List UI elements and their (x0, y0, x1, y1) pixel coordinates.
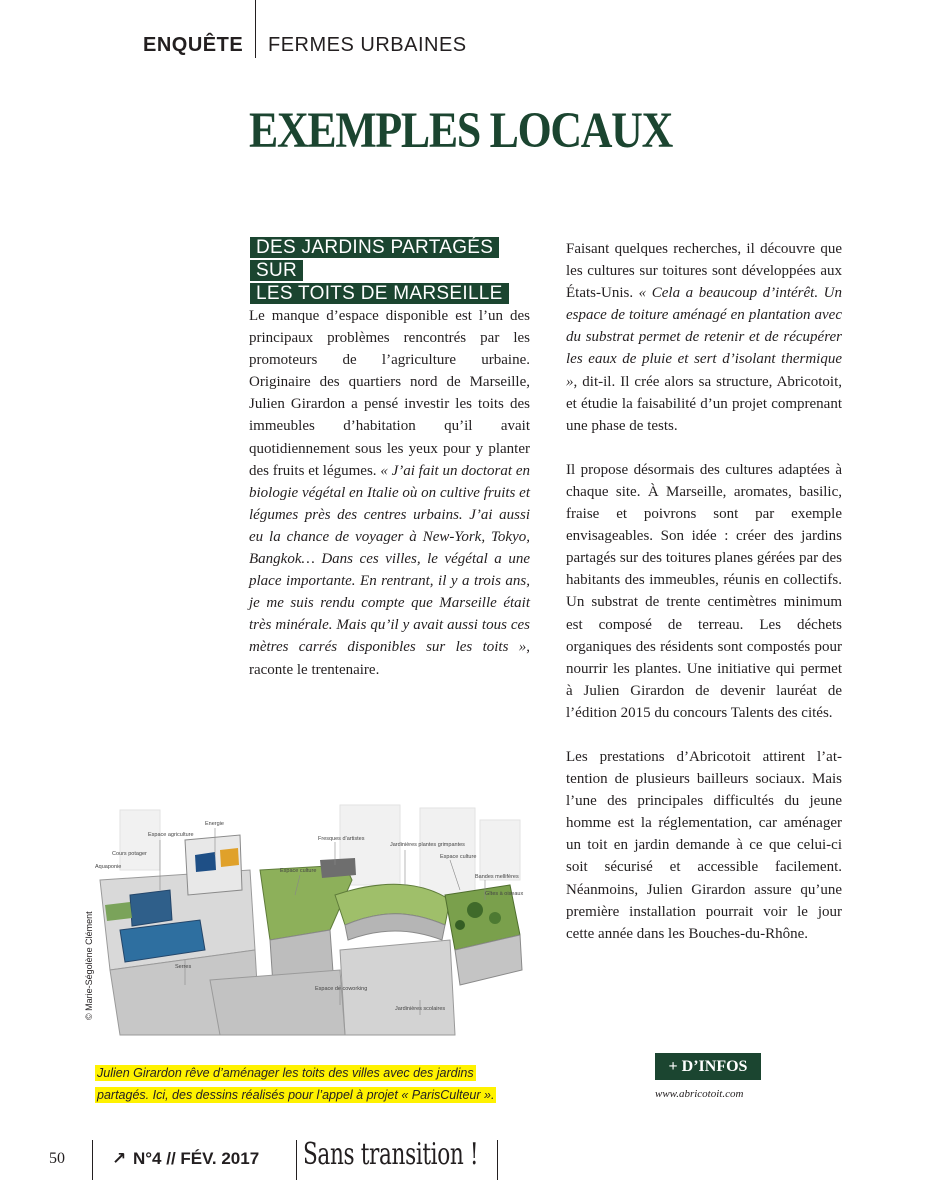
footer-divider (296, 1140, 297, 1180)
paragraph-2 (566, 238, 842, 437)
paragraph-text: Faisant quelques recherches, il découvre que les cultures sur toitures sont développées aux États-Unis. (566, 241, 842, 302)
quote: « J’ai fait un doctorat en biologie végétal en Italie où on cultive fruits et légumes près des centres urbains. J’ai aussi eu la chance de voyager à New-York, Tokyo, Bangkok… Dans ces villes, le végétal a une place importante. En rentrant, il y a trois ans, je me suis rendu compte que Marseille était très minérale. Mais qu’il y avait aussi tous ces mètres carrés disponibles sur les toits » (249, 462, 530, 656)
caption-line-2: partagés. Ici, des dessins réalisés pour l’appel à projet « ParisCulteur ». (97, 1088, 495, 1102)
header-divider (255, 0, 256, 58)
label-coworking: Espace de coworking (315, 986, 368, 992)
subsection-label: FERMES URBAINES (268, 34, 467, 56)
image-caption (95, 1062, 535, 1106)
label-energie: Energie (205, 821, 224, 827)
magazine-brand: Sans transition ! (303, 1137, 479, 1172)
rooftop-garden-illustration (90, 800, 530, 1040)
more-info-badge: + D’INFOS (655, 1053, 761, 1080)
article-column-right (566, 238, 842, 967)
label-jardinieres-scolaires: Jardinières scolaires (395, 1006, 446, 1012)
paragraph-4: Les prestations d’Abricotoit attirent l’attention de plusieurs bailleurs sociaux. Mais l’une des principales difficultés du jeune homme est la réglementation, car aménager un toit en jardin demande à ce que celui-ci soit sécurisé et accessible facilement. Néanmoins, Julien Girardon assure qu’une première installation pourrait voir le jour cette année dans les Bouches-du-Rhône. (566, 748, 842, 942)
label-espace-agriculture: Espace agriculture (148, 832, 194, 838)
arrow-up-right-icon: ↗ (112, 1149, 127, 1168)
quote: « Cela a beaucoup d’intérêt. Un espace de toiture aménagé en plantation avec du substrat permet de retenir et de récupérer les eaux de pluie et sert d’isolant thermique » (566, 285, 842, 390)
page-title: EXEMPLES LOCAUX (249, 103, 672, 159)
article-column-left (249, 305, 530, 703)
paragraph-text: Le manque d’espace disponible est l’un des principaux problèmes rencontrés par les promoteurs de l’agriculture urbaine. Originaire des quartiers nord de Marseille, Julien Girardon a pensé investir les toits des immeubles d’habitation qu’il avait quotidiennement sous les yeux pour y planter des fruits et légumes. (249, 308, 530, 479)
issue-text: N°4 // FÉV. 2017 (132, 1149, 260, 1168)
info-website-link[interactable]: www.abricotoit.com (655, 1088, 744, 1100)
label-bandes-melliferes: Bandes mellifères (475, 874, 519, 880)
issue-label (112, 1149, 259, 1169)
label-aquaponie: Aquaponie (95, 864, 122, 870)
label-jardinieres-grimpantes: Jardinières plantes grimpantes (390, 842, 465, 848)
page-number: 50 (49, 1150, 65, 1167)
paragraph-1 (249, 305, 530, 681)
footer-divider (497, 1140, 498, 1180)
paragraph-text: , raconte le trentenaire. (249, 639, 530, 678)
paragraph-3: Il propose désormais des cultures adaptées à chaque site. À Marseille, aromates, basilic, fraise et poivrons sont par exemple envisageables. Son idée : créer des jardins partagés sur des toitures planes gérées par des habitants des immeubles, réunis en collectifs. Un substrat de trente centimètres minimum est composé de terreau. Les déchets organiques des résidents sont compostés pour nourrir les plantes. Une initiative qui permet à Julien Girardon de devenir lauréat de l’édition 2015 du concours Talents des cités. (566, 461, 842, 721)
paragraph-text: , dit-il. Il crée alors sa structure, Abricotoit, et étudie la faisabilité d’un projet comprenant une phase de tests. (566, 373, 842, 434)
photo-credit: © Marie-Ségolène Clément (84, 911, 94, 1020)
label-serres: Serres (175, 964, 192, 970)
subhead-line-1: DES JARDINS PARTAGÉS SUR (250, 237, 499, 281)
label-espace-culture: Espace culture (280, 868, 317, 874)
label-fresques: Fresques d’artistes (318, 836, 365, 842)
section-label: ENQUÊTE (143, 34, 244, 56)
label-gites-oiseaux: Gîtes à oiseaux (485, 891, 524, 897)
article-subhead (250, 236, 530, 305)
label-espace-culture-right: Espace culture (440, 854, 477, 860)
footer-divider (92, 1140, 93, 1180)
caption-line-1: Julien Girardon rêve d’aménager les toits des villes avec des jardins (97, 1066, 474, 1080)
label-cours-potager: Cours potager (112, 851, 147, 857)
subhead-line-2: LES TOITS DE MARSEILLE (250, 283, 509, 304)
